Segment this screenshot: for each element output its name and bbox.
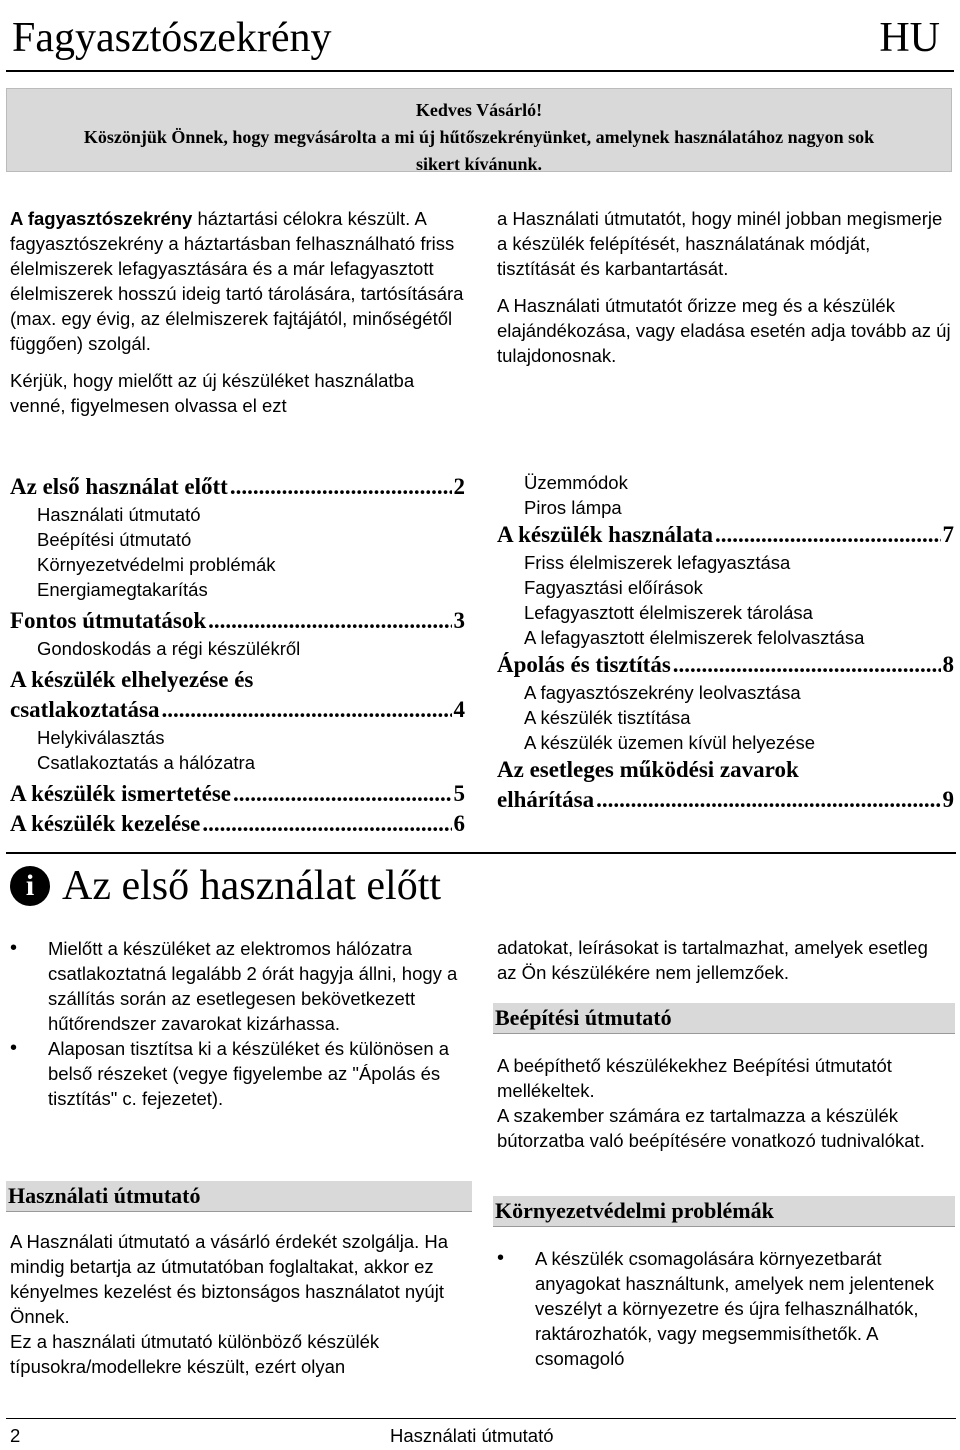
toc-entry-title: A készülék ismertetése [10, 781, 231, 806]
toc-entry-title: Ápolás és tisztítás [497, 652, 671, 677]
intro-paragraph-4: A Használati útmutatót őrizze meg és a készülék elajándékozása, vagy eladása esetén adja tovább az új tulajdonosnak. [497, 295, 951, 366]
intro-paragraph-1 [10, 206, 465, 356]
toc-subentry[interactable]: Lefagyasztott élelmiszerek tárolása [524, 602, 813, 623]
subsection-title-manual: Használati útmutató [6, 1181, 472, 1212]
toc-subentry[interactable]: A készülék tisztítása [524, 707, 691, 728]
greeting-thanks: Köszönjük Önnek, hogy megvásárolta a mi új hűtőszekrényünket, amelynek használatához nagyon sok sikert kívánunk. [83, 127, 875, 174]
section-heading [10, 858, 441, 914]
toc-entry[interactable] [10, 606, 465, 636]
list-item: • Mielőtt a készüléket az elektromos hálózatra csatlakoztatná legalább 2 órát hagyja állni, hogy a szállítás során az esetlegesen bekövetkezett hűtőrendszer zavarokat kizárhassa. [10, 936, 465, 1036]
intro-bold-lead: A fagyasztószekrény [10, 208, 193, 229]
section-divider [6, 852, 956, 854]
toc-entry[interactable] [497, 650, 954, 680]
toc-entry-title[interactable]: A készülék elhelyezése és [10, 667, 254, 692]
footer-text: Használati útmutató [390, 1425, 554, 1446]
toc-page-number: 3 [453, 608, 465, 633]
toc-right-column [497, 470, 954, 815]
toc-page-number: 2 [453, 474, 465, 499]
greeting-box [6, 88, 952, 172]
toc-leader [715, 520, 941, 550]
toc-page-number: 6 [453, 811, 465, 836]
toc-entry-title: A készülék kezelése [10, 811, 201, 836]
toc-subentry[interactable]: Friss élelmiszerek lefagyasztása [524, 552, 791, 573]
toc-subentry[interactable]: Csatlakoztatás a hálózatra [37, 752, 256, 773]
toc-leader [233, 779, 452, 809]
toc-subentry[interactable]: A lefagyasztott élelmiszerek felolvasztása [524, 627, 865, 648]
toc-leader [230, 472, 452, 502]
page-number: 2 [10, 1425, 21, 1446]
manual-text-continued: adatokat, leírásokat is tartalmazhat, amelyek esetleg az Ön készülékére nem jellemzőek. [497, 937, 928, 983]
list-item: • Alaposan tisztítsa ki a készüléket és különösen a belső részeket (vegye figyelembe az "Ápolás és tisztítás" c. fejezetet). [10, 1036, 465, 1111]
toc-entry-title: elhárítása [497, 787, 595, 812]
toc-entry[interactable] [10, 779, 465, 809]
toc-entry[interactable] [10, 472, 465, 502]
intro-paragraph-1-text: háztartási célokra készült. A fagyasztószekrény a háztartásban felhasználható friss élelmiszerek lefagyasztására és a már lefagyasztott élelmiszerek hosszú ideig tartó tárolására, tartósítására (max. egy évig, az élelmiszerek fajtájától, minőségétől függően) szolgál. [10, 208, 464, 354]
toc-leader [202, 809, 451, 839]
toc-entry-title: Az első használat előtt [10, 474, 228, 499]
toc-subentry[interactable]: Piros lámpa [524, 497, 622, 518]
toc-entry-title[interactable]: Az esetleges működési zavarok [497, 757, 799, 782]
toc-entry[interactable] [10, 809, 465, 839]
toc-entry[interactable] [10, 695, 465, 725]
toc-subentry[interactable]: A készülék üzemen kívül helyezése [524, 732, 816, 753]
toc-leader [208, 606, 451, 636]
installation-paragraph-2: A szakember számára ez tartalmazza a készülék bútorzatba való beépítésére vonatkozó tudnivalókat. [497, 1105, 925, 1151]
preparation-list [10, 936, 465, 1111]
environment-list [497, 1246, 952, 1371]
manual-paragraph-1: A Használati útmutató a vásárló érdekét szolgálja. Ha mindig betartja az útmutatóban foglaltakat, akkor ez kényelmes kezelést és biztonságos használatot nyújt Önnek. [10, 1231, 449, 1327]
toc-subentry[interactable]: Fagyasztási előírások [524, 577, 703, 598]
page-footer [6, 1418, 956, 1449]
toc-subentry[interactable]: Használati útmutató [37, 504, 201, 525]
greeting-salutation: Kedves Vásárló! [415, 100, 543, 120]
toc-page-number: 8 [942, 652, 954, 677]
toc-subentry[interactable]: A fagyasztószekrény leolvasztása [524, 682, 801, 703]
subsection-title-environment: Környezetvédelmi problémák [493, 1196, 955, 1227]
toc-left-column [10, 472, 465, 839]
toc-subentry[interactable]: Gondoskodás a régi készülékről [37, 638, 301, 659]
intro-left-column [10, 206, 465, 430]
manual-text [10, 1229, 465, 1379]
toc-page-number: 9 [942, 787, 954, 812]
toc-entry[interactable] [497, 785, 954, 815]
installation-text [497, 1053, 952, 1153]
toc-subentry[interactable]: Helykiválasztás [37, 727, 165, 748]
toc-leader [673, 650, 941, 680]
toc-page-number: 7 [942, 522, 954, 547]
toc-entry-title: csatlakoztatása [10, 697, 160, 722]
toc-page-number: 5 [453, 781, 465, 806]
toc-leader [161, 695, 451, 725]
toc-entry-title: A készülék használata [497, 522, 713, 547]
intro-paragraph-3: a Használati útmutatót, hogy minél jobban megismerje a készülék felépítését, használatának módját, tisztítását és karbantartását. [497, 208, 943, 279]
language-code: HU [879, 15, 940, 61]
installation-paragraph-1: A beépíthető készülékekhez Beépítési útmutatót mellékeltek. [497, 1055, 892, 1101]
section-title: Az első használat előtt [62, 863, 442, 909]
toc-subentry[interactable]: Üzemmódok [524, 472, 628, 493]
toc-entry-title: Fontos útmutatások [10, 608, 207, 633]
toc-subentry[interactable]: Energiamegtakarítás [37, 579, 208, 600]
subsection-title-installation: Beépítési útmutató [493, 1003, 955, 1034]
intro-right-column [497, 206, 952, 380]
info-icon: i [10, 866, 50, 906]
list-item: • A készülék csomagolására környezetbarát anyagokat használtunk, amelyek nem jelentenek veszélyt a környezetre és újra felhasználhatók, raktározhatók, vagy megsemmisíthetők. A csomagoló [497, 1246, 952, 1371]
toc-page-number: 4 [453, 697, 465, 722]
toc-subentry[interactable]: Környezetvédelmi problémák [37, 554, 276, 575]
intro-paragraph-2: Kérjük, hogy mielőtt az új készüléket használatba venné, figyelmesen olvassa el ezt [10, 370, 415, 416]
page-header [6, 8, 954, 72]
toc-entry[interactable] [497, 520, 954, 550]
document-title: Fagyasztószekrény [12, 15, 332, 61]
manual-paragraph-2: Ez a használati útmutató különböző készülék típusokra/modellekre készült, ezért olyan [10, 1331, 380, 1377]
toc-subentry[interactable]: Beépítési útmutató [37, 529, 192, 550]
toc-leader [596, 785, 940, 815]
